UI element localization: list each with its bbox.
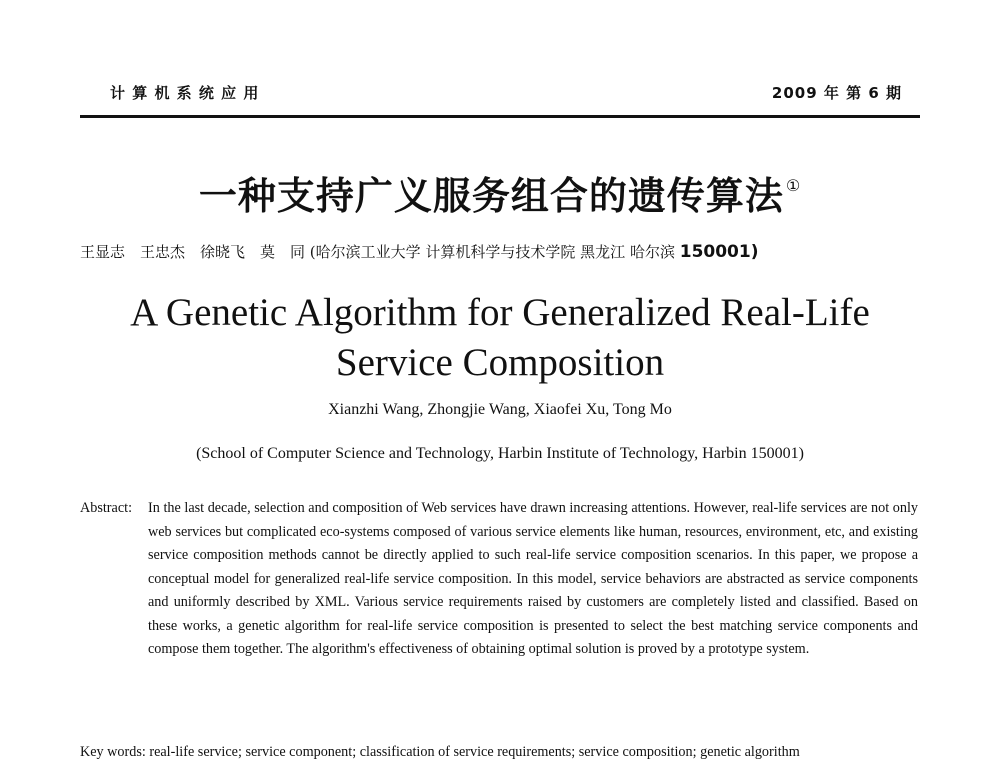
issue-number: 2009 年 第 6 期 xyxy=(771,84,902,102)
english-authors: Xianzhi Wang, Zhongjie Wang, Xiaofei Xu, Tong Mo xyxy=(328,401,672,418)
chinese-affiliation: (哈尔滨工业大学 计算机科学与技术学院 黑龙江 哈尔滨 xyxy=(309,243,680,261)
abstract-section xyxy=(80,497,918,662)
english-title-line-2: Service Composition xyxy=(335,341,665,384)
keywords-line xyxy=(80,744,940,761)
chinese-title xyxy=(0,162,1000,220)
postal-code: 150001) xyxy=(679,242,759,262)
abstract-text: In the last decade, selection and composition of Web services have drawn increasing attentions. However, real-life services are not only web services but complicated eco-systems composed of various service elements like human, resources, environment, etc, and existing service composition methods cannot be directly applied to such real-life service composition scenarios. In this paper, we propose a conceptual model for generalized real-life service composition. In this model, service behaviors are abstracted as service components and uniformly described by XML. Various service requirements raised by customers are completely listed and classified. Based on these works, a genetic algorithm for real-life service composition is presented to select the best matching service components and compose them together. The algorithm's effectiveness of obtaining optimal solution is proved by a prototype system. xyxy=(148,500,918,657)
english-title-line-1: A Genetic Algorithm for Generalized Real-Life xyxy=(130,291,870,334)
journal-name: 计 算 机 系 统 应 用 xyxy=(110,84,260,102)
english-affiliation: (School of Computer Science and Technology, Harbin Institute of Technology, Harbin 150001) xyxy=(196,445,804,462)
footnote-mark: ① xyxy=(785,176,802,195)
header-rule xyxy=(80,115,920,118)
abstract-label: Abstract: xyxy=(80,500,133,516)
running-header xyxy=(80,82,920,106)
keywords-label: Key words: xyxy=(80,744,146,760)
english-title xyxy=(0,288,1000,388)
chinese-title-text: 一种支持广义服务组合的遗传算法 xyxy=(198,174,784,218)
chinese-authors-line xyxy=(80,241,920,263)
keywords-text: real-life service; service component; classification of service requirements; service composition; genetic algorithm xyxy=(149,744,800,760)
chinese-author-names: 王显志 王忠杰 徐晓飞 莫 同 xyxy=(80,243,306,261)
